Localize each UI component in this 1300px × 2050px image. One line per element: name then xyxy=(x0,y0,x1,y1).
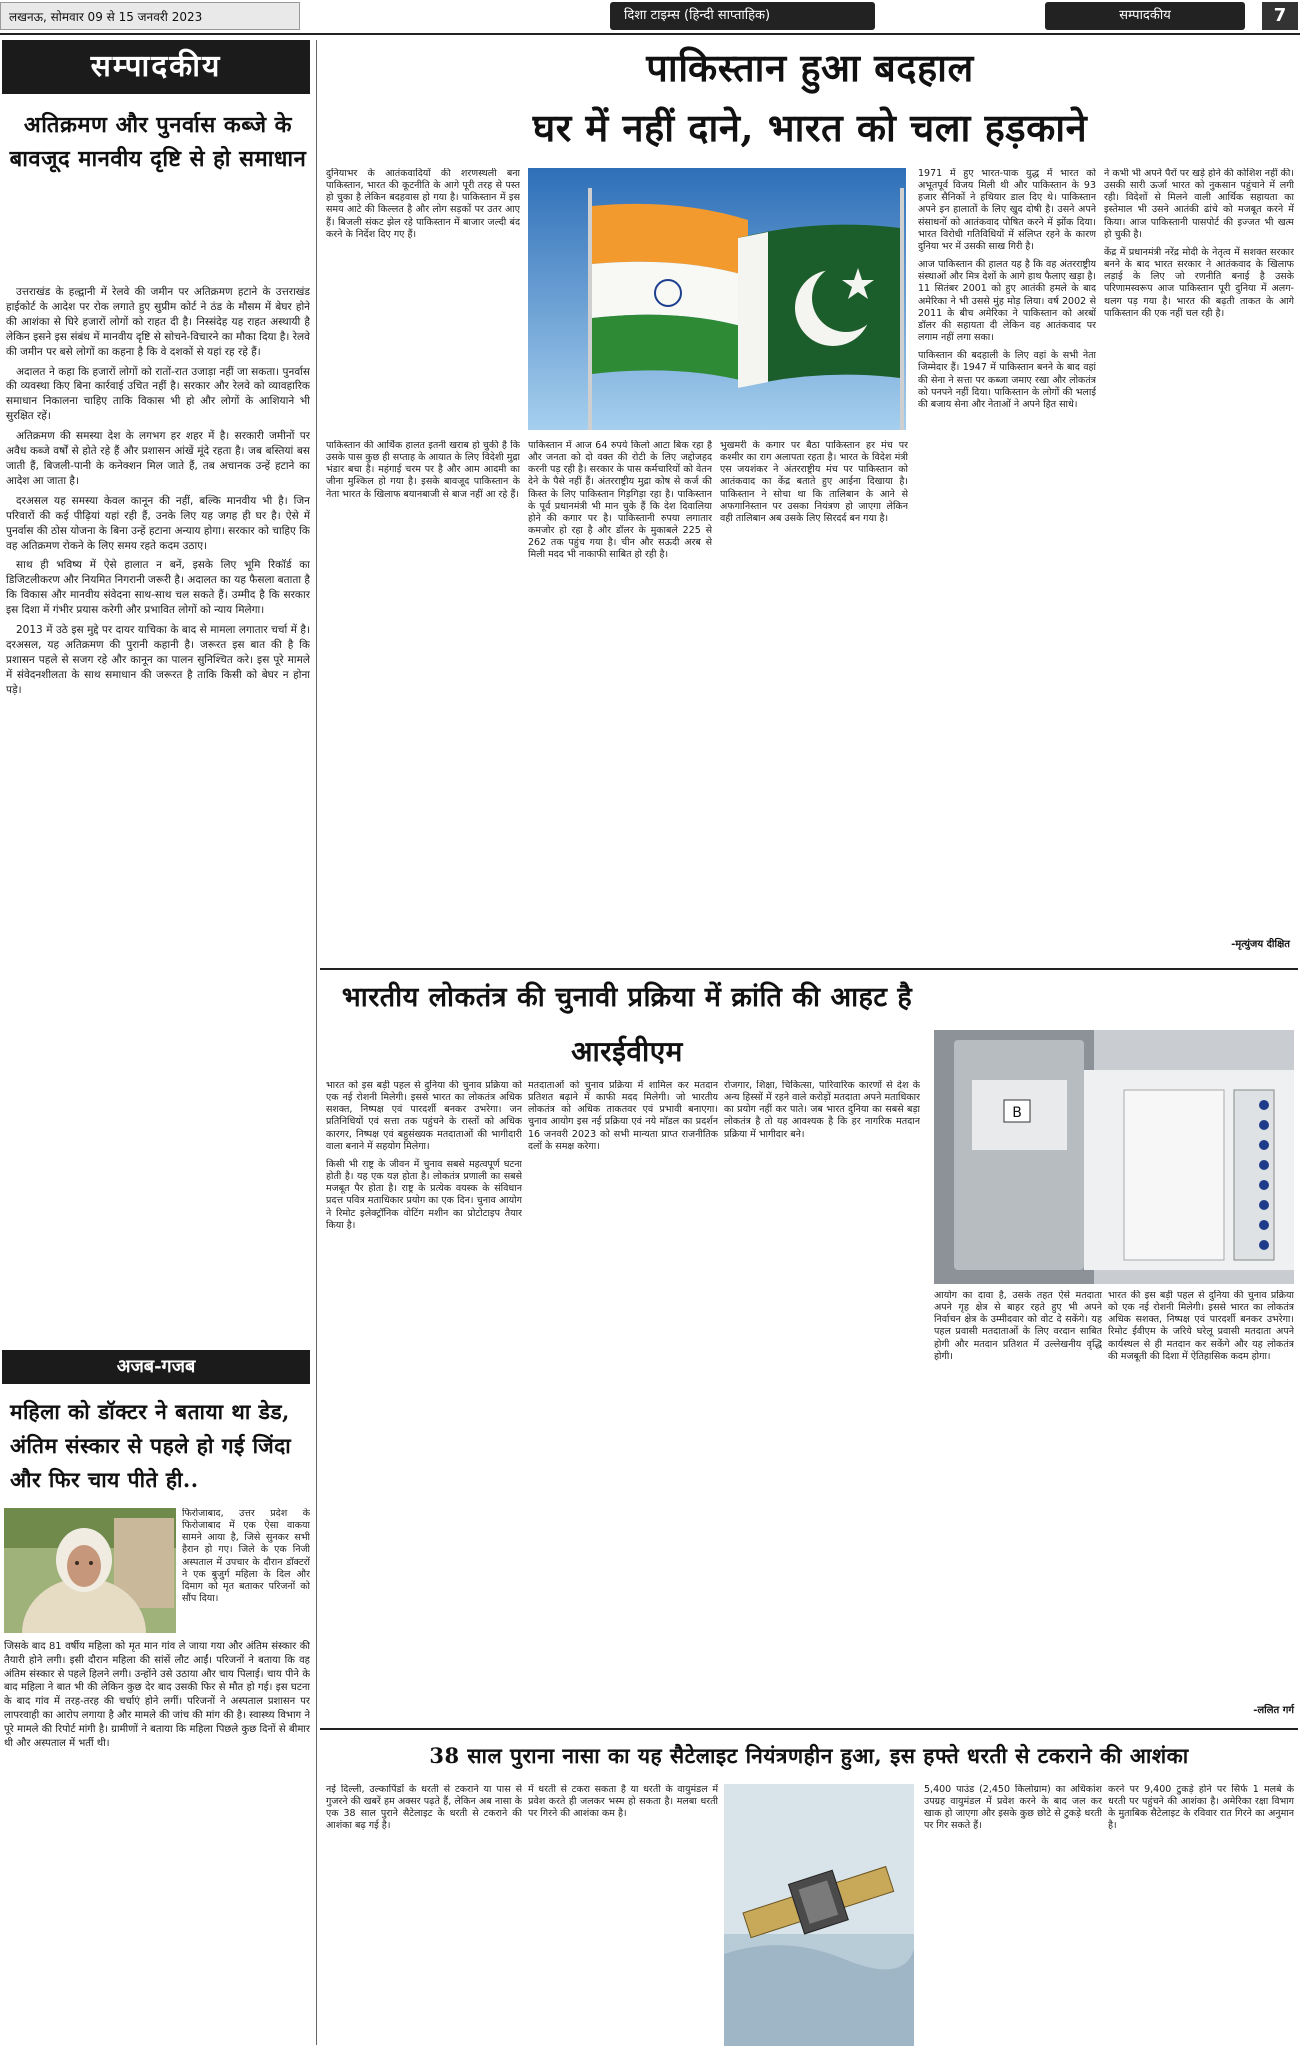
svg-text:B: B xyxy=(1012,1105,1022,1121)
main-para: पाकिस्तान के पूर्व प्रधानमंत्री भी मान चुके हैं कि देश दिवालिया होने की कगार पर है। पाकिस्तानी रुपया लगातार कमजोर हो रहा है और डॉलर के मुकाबले 225 से 262 तक पहुंच गया है। चीन और सऊदी अरब से मिली मदद भी नाकाफी साबित हो रही है। xyxy=(528,488,712,561)
editorial-para: 2013 में उठे इस मुद्दे पर दायर याचिका के बाद से मामला लगातार चर्चा में है। दरअसल, यह अतिक्रमण की पुरानी कहानी है। जरूरत इस बात की है कि प्रशासन पहले से सजग रहे और कानून का पालन सुनिश्चित करे। इस पूरे मामले में संवेदनशीलता के साथ समाधान की जरूरत है ताकि किसी को बेघर न होना पड़े। xyxy=(6,624,310,696)
satellite-headline: 38 साल पुराना नासा का यह सैटेलाइट नियंत्रणहीन हुआ, इस हफ्ते धरती से टकराने की आशंका xyxy=(429,1743,1189,1768)
main-headline-line2: घर में नहीं दाने, भारत को चला हड़काने xyxy=(532,105,1088,150)
ajab-gajab-headline: महिला को डॉक्टर ने बताया था डेड, अंतिम संस्कार से पहले हो गई जिंदा और फिर चाय पीते ही.. xyxy=(10,1399,292,1492)
main-story-rule xyxy=(320,968,1298,970)
paper-name: दिशा टाइम्स (हिन्दी साप्ताहिक) xyxy=(610,2,875,30)
evm-body-col1 xyxy=(326,1080,522,1720)
editorial-section-title: सम्पादकीय xyxy=(2,40,310,94)
editorial-headline: अतिक्रमण और पुनर्वास कब्जे के बावजूद मानवीय दृष्टि से हो समाधान xyxy=(9,112,307,172)
satellite-photo xyxy=(724,1784,914,2046)
evm-body-col3: रोजगार, शिक्षा, चिकित्सा, पारिवारिक कारणों से देश के अन्य हिस्सों में रहने वाले करोड़ों मतदाता अपने मताधिकार का प्रयोग नहीं कर पाते। जब भारत दुनिया का सबसे बड़ा लोकतंत्र है तो यह आवश्यक है कि हर नागरिक मतदान प्रक्रिया में भागीदार बने। xyxy=(724,1080,920,1140)
main-para: केंद्र में प्रधानमंत्री नरेंद्र मोदी के नेतृत्व में सशक्त सरकार बनने के बाद भारत सरकार ने आतंकवाद के खिलाफ लड़ाई के लिए जो रणनीति बनाई है उसके परिणामस्वरूप आज पाकिस्तान पूरी दुनिया में अलग-थलग पड़ गया है। भारत की बढ़ती ताकत के आगे पाकिस्तान की एक नहीं चल रही है। xyxy=(1104,246,1294,319)
section-label: सम्पादकीय xyxy=(1045,2,1245,30)
main-para: 1971 में हुए भारत-पाक युद्ध में भारत को अभूतपूर्व विजय मिली थी और पाकिस्तान के 93 हजार सैनिकों ने हथियार डाल दिए थे। पाकिस्तान अपने इन हालातों के लिए खुद दोषी है। उसने अपने संसाधनों को आतंकवाद पोषित करने में झोंक दिया। भारत विरोधी गतिविधियों में संलिप्त रहने के कारण दुनिया भर में उसकी साख गिरी है। xyxy=(918,168,1096,252)
evm-photo xyxy=(934,1030,1294,1284)
editorial-para: दरअसल यह समस्या केवल कानून की नहीं, बल्कि मानवीय भी है। जिन परिवारों की कई पीढ़ियां यहां रही हैं, उनके लिए यह जगह ही घर है। ऐसे में पुनर्वास की ठोस योजना के बिना उन्हें हटाना अन्याय होगा। सरकार को चाहिए कि वह अतिक्रमण रोकने के लिए समय रहते कदम उठाए। xyxy=(6,494,310,552)
evm-byline: -ललित गर्ग xyxy=(1253,1705,1294,1716)
satellite-body-col3: 5,400 पाउंड (2,450 किलोग्राम) का अधिकांश उपग्रह वायुमंडल में प्रवेश करने के बाद जल कर खाक हो जाएगा और इसके कुछ छोटे से टुकड़े धरती पर गिर सकते हैं। xyxy=(924,1784,1102,1832)
top-rule xyxy=(0,33,1300,35)
satellite-body-col1: नई दिल्ली, उल्कापिंडों के धरती से टकराने या पास से गुजरने की खबरें हम अक्सर पढ़ते हैं, लेकिन अब नासा के एक 38 साल पुराने सैटेलाइट के धरती से टकराने की आशंका बढ़ गई है। xyxy=(326,1784,522,1832)
evm-body-col5: भारत की इस बड़ी पहल से दुनिया की चुनाव प्रक्रिया को एक नई रोशनी मिलेगी। इससे भारत का लोकतंत्र अधिक सशक्त, निष्पक्ष एवं पारदर्शी बनकर उभरेगा। रिमोट ईवीएम के जरिये घरेलू प्रवासी मतदाता अपने कार्यस्थल से ही मतदान कर सकेंगे और यह लोकतंत्र की मजबूती की दिशा में ऐतिहासिक कदम होगा। xyxy=(1108,1290,1294,1362)
ajab-gajab-lead: फिरोजाबाद, उत्तर प्रदेश के फिरोजाबाद में एक ऐसा वाकया सामने आया है, जिसे सुनकर सभी हैरान हो गए। जिले के एक निजी अस्पताल में उपचार के दौरान डॉक्टरों ने एक बुजुर्ग महिला के दिल और दिमाग को मृत बताकर परिजनों को सौंप दिया। xyxy=(182,1508,310,1605)
main-body-col3: भुखमरी के कगार पर बैठा पाकिस्तान हर मंच पर कश्मीर का राग अलापता रहता है। भारत के विदेश मंत्री एस जयशंकर ने अंतरराष्ट्रीय मंच पर पाकिस्तान को आतंकवाद का केंद्र बताते हुए आईना दिखाया है। पाकिस्तान ने सोचा था कि तालिबान के आने से अफगानिस्तान पर उसका नियंत्रण हो जाएगा लेकिन वही तालिबान अब उसके लिए सिरदर्द बन गया है। xyxy=(720,440,908,524)
page-number: 7 xyxy=(1262,2,1298,30)
woman-photo xyxy=(4,1508,176,1633)
top-bar xyxy=(0,0,1300,32)
main-para: पाकिस्तान की बदहाली के लिए वहां के सभी नेता जिम्मेदार हैं। 1947 में पाकिस्तान बनने के बाद वहां की सेना ने सत्ता पर कब्जा जमाए रखा और लोकतंत्र को पनपने नहीं दिया। पाकिस्तान के लोगों की भलाई की बजाय सेना और नेताओं ने अपने हित साधे। xyxy=(918,350,1096,410)
evm-headline-line2: आरईवीएम xyxy=(571,1035,683,1068)
main-body-col1: दुनियाभर के आतंकवादियों की शरणस्थली बना पाकिस्तान, भारत की कूटनीति के आगे पूरी तरह से पस्त हो चुका है लेकिन बदहवास हो गया है। पाकिस्तान में इस समय आटे की किल्लत है और लोग सड़कों पर उतर आए हैं। बिजली संकट झेल रहे पाकिस्तान में बाजार जल्दी बंद करने के निर्देश दिए गए हैं। xyxy=(326,168,520,240)
editorial-para: अदालत ने कहा कि हजारों लोगों को रातों-रात उजाड़ा नहीं जा सकता। पुनर्वास की व्यवस्था किए बिना कार्रवाई उचित नहीं है। सरकार और रेलवे को व्यावहारिक समाधान निकालना चाहिए ताकि विकास भी हो और लोगों के आशियाने भी सुरक्षित रहें। xyxy=(6,365,310,423)
satellite-body-col2: में धरती से टकरा सकता है या धरती के वायुमंडल में प्रवेश करते ही जलकर भस्म हो सकता है। मलबा धरती पर गिरने की आशंका कम है। xyxy=(528,1784,718,1820)
date-line: लखनऊ, सोमवार 09 से 15 जनवरी 2023 xyxy=(0,2,300,30)
evm-story-rule xyxy=(320,1728,1298,1730)
main-para: पाकिस्तान में आज 64 रुपये किलो आटा बिक रहा है और जनता को दो वक्त की रोटी के लिए जद्दोजहद करनी पड़ रही है। सरकार के पास कर्मचारियों को वेतन देने के पैसे नहीं हैं। अंतरराष्ट्रीय मुद्रा कोष से कर्ज की किस्त के लिए पाकिस्तान गिड़गिड़ा रहा है। xyxy=(528,440,712,500)
evm-headline-line1: भारतीय लोकतंत्र की चुनावी प्रक्रिया में क्रांति की आहट है xyxy=(341,982,913,1013)
main-body-col2 xyxy=(528,440,712,960)
main-body-col5 xyxy=(1104,168,1294,928)
evm-para: भारत को इस बड़ी पहल से दुनिया की चुनाव प्रक्रिया को एक नई रोशनी मिलेगी। इससे भारत का लोकतंत्र अधिक सशक्त, निष्पक्ष एवं पारदर्शी बनकर उभरेगा। जन प्रतिनिधियों एवं सत्ता तक पहुंचने के रास्तों को अधिक कारगर, निष्पक्ष एवं बहुसंख्यक मतदाताओं की भागीदारी वाला बनाने में सहयोग मिलेगा। xyxy=(326,1080,522,1152)
main-byline: -मृत्युंजय दीक्षित xyxy=(1231,939,1290,950)
column-divider xyxy=(316,40,317,2045)
main-body-col4 xyxy=(918,168,1096,960)
evm-body-col4: आयोग का दावा है, उसके तहत ऐसे मतदाता अपने गृह क्षेत्र से बाहर रहते हुए भी अपने निर्वाचन क्षेत्र के उम्मीदवार को वोट दे सकेंगे। यह पहल प्रवासी मतदाताओं के लिए वरदान साबित होगी और मतदान प्रतिशत में उल्लेखनीय वृद्धि होगी। xyxy=(934,1290,1102,1362)
editorial-para: उत्तराखंड के हल्द्वानी में रेलवे की जमीन पर अतिक्रमण हटाने के उत्तराखंड हाईकोर्ट के आदेश पर रोक लगाते हुए सुप्रीम कोर्ट ने ठंड के मौसम में बेघर होने की आशंका से घिरे हजारों लोगों को राहत दी है। निस्संदेह यह राहत अस्थायी है लेकिन इसने इस संबंध में मानवीय दृष्टि से सोचने-विचारने का मौका दिया है। रेलवे की जमीन पर बसे लोगों का कहना है कि वे दशकों से यहां रह रहे हैं। xyxy=(6,286,310,358)
ajab-gajab-body: जिसके बाद 81 वर्षीय महिला को मृत मान गांव ले जाया गया और अंतिम संस्कार की तैयारी होने लगी। इसी दौरान महिला की सांसें लौट आईं। परिजनों ने बताया कि वह अंतिम संस्कार से पहले हिलने लगी। उन्होंने उसे उठाया और चाय पिलाई। चाय पीने के बाद महिला ने बात भी की लेकिन कुछ देर बाद उसकी फिर से मौत हो गई। इस घटना के बाद गांव में तरह-तरह की चर्चाएं होने लगीं। परिजनों ने अस्पताल प्रशासन पर लापरवाही का आरोप लगाया है और मामले की जांच की मांग की है। स्वास्थ्य विभाग ने पूरे मामले की रिपोर्ट मांगी है। ग्रामीणों ने बताया कि महिला पिछले कुछ दिनों से बीमार थी और अस्पताल में भर्ती थी। xyxy=(4,1641,310,1749)
evm-buttons xyxy=(1234,1090,1274,1260)
main-para: ने कभी भी अपने पैरों पर खड़े होने की कोशिश नहीं की। उसकी सारी ऊर्जा भारत को नुकसान पहुंचाने में लगी रही। विदेशों से मिलने वाली आर्थिक सहायता का इस्तेमाल भी उसने आतंकी ढांचे को मजबूत करने में किया। आज पाकिस्तानी पासपोर्ट की इज्जत भी खत्म हो चुकी है। xyxy=(1104,168,1294,240)
evm-body-col2: मतदाताओं को चुनाव प्रक्रिया में शामिल कर मतदान प्रतिशत बढ़ाने में काफी मदद मिलेगी। जो भारतीय लोकतंत्र को अधिक ताकतवर एवं प्रभावी बनाएगा। चुनाव आयोग इस नई प्रक्रिया एवं नये मॉडल का प्रदर्शन 16 जनवरी 2023 को सभी मान्यता प्राप्त राजनीतिक दलों के समक्ष करेगा। xyxy=(528,1080,718,1152)
main-headline-line1: पाकिस्तान हुआ बदहाल xyxy=(646,45,974,90)
ajab-gajab-section-title: अजब-गजब xyxy=(2,1350,310,1384)
editorial-body xyxy=(6,285,310,1315)
editorial-para: अतिक्रमण की समस्या देश के लगभग हर शहर में है। सरकारी जमीनों पर अवैध कब्जे वर्षों से होते रहे हैं और प्रशासन आंखें मूंदे रहता है। जब बस्तियां बस जाती हैं, बिजली-पानी के कनेक्शन मिल जाते हैं, तब अचानक उन्हें हटाने का आदेश आ जाता है। xyxy=(6,430,310,487)
satellite-body-col4: करने पर 9,400 टुकड़े होने पर सिर्फ 1 मलबे के धरती पर पहुंचने की आशंका है। अमेरिका रक्षा विभाग के मुताबिक सैटेलाइट के रविवार रात गिरने का अनुमान है। xyxy=(1108,1784,1294,1832)
editorial-para: साथ ही भविष्य में ऐसे हालात न बनें, इसके लिए भूमि रिकॉर्ड का डिजिटलीकरण और नियमित निगरानी जरूरी है। अदालत का यह फैसला बताता है कि विकास और मानवीय संवेदना साथ-साथ चल सकते हैं। उम्मीद है कि सरकार इस दिशा में गंभीर प्रयास करेगी और प्रभावित लोगों को न्याय मिलेगा। xyxy=(6,559,310,617)
evm-para: किसी भी राष्ट्र के जीवन में चुनाव सबसे महत्वपूर्ण घटना होती है। यह एक यज्ञ होता है। लोकतंत्र प्रणाली का सबसे मजबूत पैर होता है। राष्ट्र के प्रत्येक वयस्क के संविधान प्रदत्त पवित्र मताधिकार प्रयोग का एक दिन। चुनाव आयोग ने रिमोट इलेक्ट्रॉनिक वोटिंग मशीन का प्रोटोटाइप तैयार किया है। xyxy=(326,1158,522,1231)
main-body-col1b: पाकिस्तान की आर्थिक हालत इतनी खराब हो चुकी है कि उसके पास कुछ ही सप्ताह के आयात के लिए विदेशी मुद्रा भंडार बचा है। महंगाई चरम पर है और आम आदमी का जीना मुश्किल हो गया है। इसके बावजूद पाकिस्तान के नेता भारत के खिलाफ बयानबाजी से बाज नहीं आ रहे हैं। xyxy=(326,440,520,500)
main-para: आज पाकिस्तान की हालत यह है कि वह अंतरराष्ट्रीय संस्थाओं और मित्र देशों के आगे हाथ फैलाए खड़ा है। 11 सितंबर 2001 को हुए आतंकी हमले के बाद अमेरिका ने भी उससे मुंह मोड़ लिया। वर्ष 2002 से 2011 के बीच अमेरिका ने पाकिस्तान को अरबों डॉलर की सहायता दी लेकिन वह आतंकवाद पर लगाम नहीं लगा सका। xyxy=(918,259,1096,344)
flags-photo xyxy=(528,168,906,430)
